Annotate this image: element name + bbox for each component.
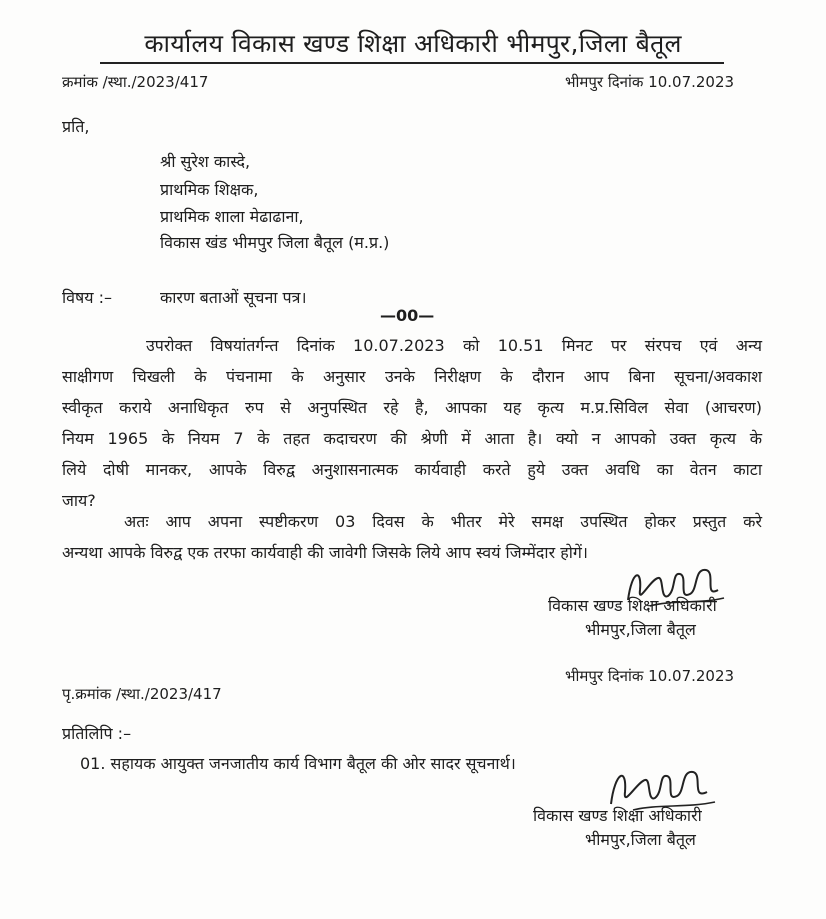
- signatory-title-2: विकास खण्ड शिक्षा अधिकारी: [533, 806, 702, 825]
- body-line: नियम 1965 के नियम 7 के तहत कदाचरण की श्रेणी में आता है। क्यो न आपको उक्त कृत्य के: [62, 429, 762, 448]
- subject-label: विषय :–: [62, 288, 113, 307]
- recipient-designation: प्राथमिक शिक्षक,: [160, 180, 259, 199]
- recipient-school: प्राथमिक शाला मेढाढाना,: [160, 207, 304, 226]
- body-line: उपरोक्त विषयांतर्गन्त दिनांक 10.07.2023 को 10.51 मिनट पर संरपच एवं अन्य: [146, 336, 762, 355]
- body-line: अतः आप अपना स्पष्टीकरण 03 दिवस के भीतर मेरे समक्ष उपस्थित होकर प्रस्तुत करे: [124, 512, 762, 531]
- letter-date: भीमपुर दिनांक 10.07.2023: [565, 73, 735, 91]
- recipient-block: विकास खंड भीमपुर जिला बैतूल (म.प्र.): [160, 233, 390, 252]
- reference-number: क्रमांक /स्था./2023/417: [62, 73, 209, 91]
- copy-label: प्रतिलिपि :–: [62, 724, 132, 743]
- signatory-title-1: विकास खण्ड शिक्षा अधिकारी: [548, 596, 717, 615]
- body-line: अन्यथा आपके विरुद्व एक तरफा कार्यवाही की जावेगी जिसके लिये आप स्वयं जिम्मेंदार होगें।: [62, 543, 588, 562]
- body-line: लिये दोषी मानकर, आपके विरुद्व अनुशासनात्मक कार्यवाही करते हुये उक्त अवधि का वेतन काटा: [62, 460, 762, 479]
- subject-text: कारण बताओं सूचना पत्र।: [160, 288, 307, 307]
- office-title: कार्यालय विकास खण्ड शिक्षा अधिकारी भीमपुर,जिला बैतूल: [144, 29, 682, 58]
- separator-mark: —00—: [380, 306, 435, 325]
- prati-label: प्रति,: [62, 117, 90, 136]
- recipient-name: श्री सुरेश कास्दे,: [160, 152, 251, 171]
- body-line: जाय?: [62, 491, 96, 510]
- copy-item: 01. सहायक आयुक्त जनजातीय कार्य विभाग बैतूल की ओर सादर सूचनार्थ।: [80, 754, 516, 773]
- title-underline: [100, 62, 724, 64]
- signatory-place-1: भीमपुर,जिला बैतूल: [585, 620, 696, 639]
- body-line: स्वीकृत कराये अनाधिकृत रुप से अनुपस्थित रहे है, आपका यह कृत्य म.प्र.सिविल सेवा (आचरण): [62, 398, 762, 417]
- signatory-place-2: भीमपुर,जिला बैतूल: [585, 830, 696, 849]
- body-line: साक्षीगण चिखली के पंचनामा के अनुसार उनके निरीक्षण के दौरान आप बिना सूचना/अवकाश: [62, 367, 762, 386]
- body-paragraph-1: [62, 330, 762, 516]
- body-paragraph-2: [62, 506, 762, 568]
- endorsement-reference: पृ.क्रमांक /स्था./2023/417: [62, 685, 222, 703]
- endorsement-date: भीमपुर दिनांक 10.07.2023: [565, 667, 735, 685]
